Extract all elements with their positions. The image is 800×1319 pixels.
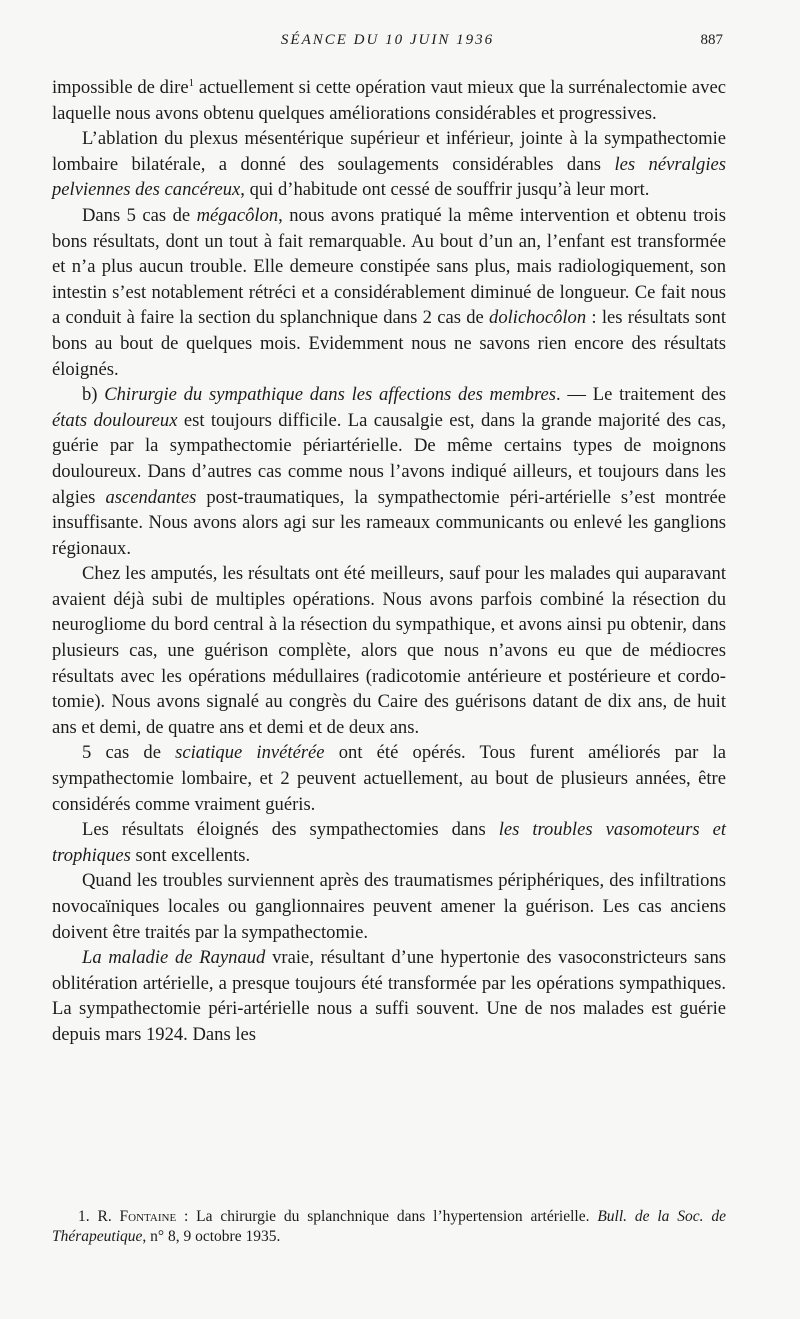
text-run: : les résultats sont bons au bout de quelques mois. Evidemment nous ne savons rien encore des résultats éloignés.	[52, 307, 727, 380]
paragraph-8: Quand les troubles surviennent après des traumatismes périphériques, des infiltrations novocaïniques locales ou ganglionnaires peuvent amener la guérison. Les cas anciens doivent être traités par la sympathectomie.	[52, 870, 726, 943]
text-run: , n° 8, 9 octobre 1935.	[142, 1228, 281, 1245]
italic-run: les névralgies pelviennes des cancéreux	[52, 153, 726, 201]
text-run: post-traumatiques, la sympathectomie péri-artérielle s’est montrée insuffisante. Nous avons alors agi sur les rameaux communicants ou enlevé les ganglions régionaux.	[52, 486, 726, 559]
footnotes	[52, 1207, 726, 1247]
text-run: Dans 5 cas de	[82, 204, 197, 226]
text-run: sont excellents.	[130, 844, 251, 866]
paragraph-5: Chez les amputés, les résultats ont été meilleurs, sauf pour les malades qui auparavant avaient déjà subi de multiples opérations. Nous avons parfois combiné la résection du neurogliome du bord central à la résection du sympathique, et avons ainsi pu obtenir, dans plusieurs cas, une guérison complète, alors que nous n’avons eu que de médiocres résultats avec les opérations médullaires (radicotomie antérieure et postérieure et cordotomie). Nous avons signalé au congrès du Caire des guérisons datant de dix ans, de huit ans et demi, de quatre ans et demi et de deux ans.	[52, 563, 726, 738]
paragraph-6	[52, 740, 726, 817]
text-run: ont été opérés. Tous furent améliorés par la sympathectomie lombaire, et 2 peuvent actuellement, au bout de plusieurs années, être considérés comme vraiment guéris.	[52, 742, 726, 815]
body-text	[52, 75, 726, 1048]
italic-run: La maladie de Raynaud	[82, 947, 266, 969]
text-run: , qui d’habitude ont cessé de souffrir jusqu’à leur mort.	[240, 179, 650, 201]
footnote-author: Fontaine	[119, 1208, 177, 1225]
text-run: vraie, résultant d’une hypertonie des vasoconstricteurs sans oblitération artérielle, a presque toujours été transformée par les opérations sympathiques. La sympathectomie péri-artérielle nous a suffi souvent. Une de nos malades est guérie depuis mars 1924. Dans les	[52, 947, 726, 1045]
paragraph-9	[52, 945, 726, 1047]
footnote-ref: 1	[188, 76, 195, 89]
italic-run: dolichocôlon	[489, 307, 587, 329]
text-run: . — Le traitement des	[556, 384, 726, 406]
paragraph-1	[52, 75, 726, 126]
footnote-journal: Bull. de la Soc. de Thérapeutique	[52, 1208, 726, 1245]
text-run: : La chirurgie du splanchnique dans l’hypertension artérielle.	[176, 1208, 598, 1225]
text-run: 5 cas de	[82, 742, 176, 764]
text-run: est toujours difficile. La causalgie est, dans la grande majorité des cas, guérie par la sympathectomie périartérielle. De même certains types de moignons douloureux. Dans d’autres cas comme nous l’avons indiqué ailleurs, et toujours dans les algies	[52, 409, 727, 508]
italic-run: sciatique invétérée	[175, 742, 325, 764]
running-header	[52, 32, 723, 56]
italic-run: ascendantes	[105, 486, 197, 508]
paragraph-2	[52, 126, 726, 203]
text-run: impossible de dire	[52, 77, 189, 98]
text-run: R.	[89, 1208, 120, 1225]
section-heading: Chirurgie du sympathique dans les affections des membres	[104, 384, 556, 406]
italic-run: les troubles vasomoteurs et trophiques	[52, 819, 726, 866]
paragraph-3	[52, 203, 726, 382]
footnote-number: 1.	[78, 1208, 90, 1225]
footnote-1	[52, 1207, 726, 1247]
text-run: Les résultats éloignés des sympathectomies dans	[82, 819, 499, 841]
text-run: , nous avons pratiqué la même intervention et obtenu trois bons résultats, dont un tout à fait remarquable. Au bout d’un an, l’enfant est transformée et n’a plus aucun trouble. Elle demeure constipée sans plus, mais radiologiquement, son intestin s’est notablement rétréci et a considérablement diminué de longueur. Ce fait nous a conduit à faire la section du splanchnique dans 2 cas de	[52, 204, 726, 329]
text-run: L’ablation du plexus mésentérique supérieur et inférieur, jointe à la sympathectomie lombaire bilatérale, a donné des soulagements considérables dans	[52, 128, 726, 175]
italic-run: mégacôlon	[196, 204, 279, 226]
running-title: SÉANCE DU 10 JUIN 1936	[280, 32, 495, 48]
text-run: actuellement si cette opération vaut mieux que la surrénalectomie avec laquelle nous avons obtenu quelques améliorations considérables et progressives.	[52, 77, 726, 124]
paragraph-7	[52, 817, 726, 868]
text-run: b)	[82, 384, 105, 406]
paragraph-4	[52, 382, 726, 561]
page-number: 887	[700, 32, 723, 48]
italic-run: états douloureux	[52, 409, 178, 431]
